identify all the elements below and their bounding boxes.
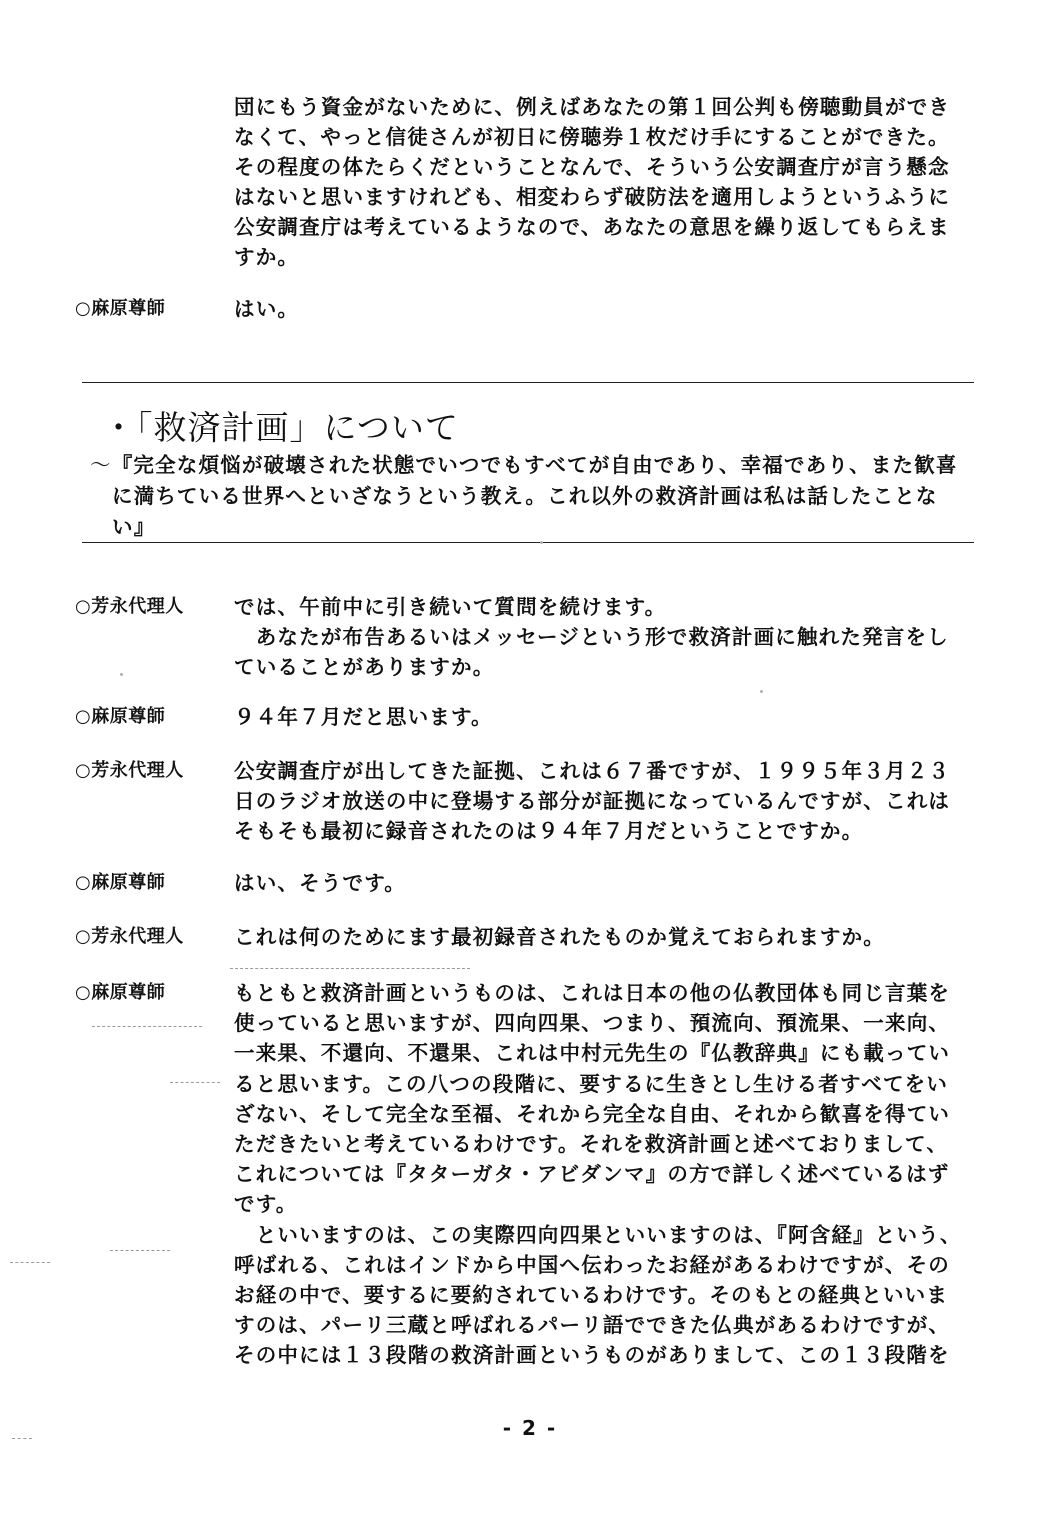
speaker-label: ○芳永代理人 — [75, 596, 184, 617]
speech-line: ると思います。この八つの段階に、要するに生きとし生ける者すべてをい — [234, 1071, 949, 1096]
scan-artifact — [230, 968, 470, 969]
paragraph-line: なくて、やっと信徒さんが初日に傍聴券１枚だけ手にすることができた。 — [234, 125, 950, 149]
speech-line: 呼ばれる、これはインドから中国へ伝わったお経があるわけですが、その — [234, 1252, 950, 1277]
speech-text — [234, 868, 976, 898]
speech-line: あなたが布告あるいはメッセージという形で救済計画に触れた発言をし — [234, 625, 949, 649]
speech-line: これは何のためにます最初録音されたものか覚えておられますか。 — [234, 925, 885, 949]
speech-text: はい。 — [234, 297, 300, 321]
speech-line: 日のラジオ放送の中に登場する部分が証拠になっているんですが、これは — [234, 789, 951, 813]
speech-text — [234, 592, 976, 682]
scan-artifact — [540, 541, 543, 544]
summary-line: い』 — [112, 515, 156, 539]
speaker-label: ○芳永代理人 — [75, 926, 184, 947]
section-divider-bottom — [82, 542, 974, 543]
summary-line-first — [90, 450, 980, 481]
scan-artifact — [760, 690, 763, 693]
speaker-label: ○麻原尊師 — [75, 872, 166, 893]
speech-line: お経の中で、要するに要約されているわけです。そのもとの経典といいま — [234, 1283, 949, 1308]
speech-line: これについては『タターガタ・アビダンマ』の方で詳しく述べているはず — [234, 1162, 950, 1187]
scan-artifact — [170, 1082, 220, 1083]
paragraph-line: 団にもう資金がないために、例えばあなたの第１回公判も傍聴動員ができ — [234, 95, 951, 119]
speech-line: ざない、そして完全な至福、それから完全な自由、それから歓喜を得てい — [234, 1101, 951, 1126]
speech-line: といいますのは、この実際四向四果といいますのは、『阿含経』という、 — [234, 1222, 962, 1247]
speaker-label: ○麻原尊師 — [75, 298, 166, 319]
scan-artifact — [120, 673, 123, 676]
speech-line: そもそも最初に録音されたのは９４年７月だということですか。 — [234, 819, 864, 843]
section-summary — [90, 450, 980, 543]
paragraph-line: すか。 — [234, 245, 300, 269]
speech-line: ９４年７月だと思います。 — [234, 705, 493, 729]
speech-text — [234, 978, 976, 1371]
speech-text — [234, 702, 976, 732]
speech-line: です。 — [234, 1192, 298, 1217]
speech-line: ただきたいと考えているわけです。それを救済計画と述べておりまして、 — [234, 1132, 949, 1157]
speech-line: 公安調査庁が出してきた証拠、これは６７番ですが、１９９５年３月２３ — [234, 759, 951, 783]
page-number: - 2 - — [502, 1416, 558, 1440]
speech-line: その中には１３段階の救済計画というものがありまして、この１３段階を — [234, 1343, 950, 1368]
summary-prefix: ～ — [90, 453, 112, 477]
summary-line: に満ちている世界へといざなうという教え。これ以外の救済計画は私は話したことな — [112, 484, 938, 508]
scan-artifact — [10, 1262, 50, 1263]
speech-line: 使っていると思いますが、四向四果、つまり、預流向、預流果、一来向、 — [234, 1011, 951, 1036]
scan-artifact — [92, 1026, 202, 1027]
speech-text — [234, 756, 976, 846]
paragraph-line: 公安調査庁は考えているようなので、あなたの意思を繰り返してもらえま — [234, 215, 950, 239]
section-divider-top — [82, 382, 974, 383]
speaker-label: ○芳永代理人 — [75, 760, 184, 781]
speaker-label: ○麻原尊師 — [75, 706, 166, 727]
speaker-label: ○麻原尊師 — [75, 982, 166, 1003]
speech-line: すのは、パーリ三蔵と呼ばれるパーリ語でできた仏典があるわけですが、 — [234, 1313, 951, 1338]
speech-line: もともと救済計画というものは、これは日本の他の仏教団体も同じ言葉を — [234, 981, 951, 1005]
speech-text — [234, 922, 976, 952]
speech-line: ていることがありますか。 — [234, 655, 495, 679]
paragraph-line: はないと思いますけれども、相変わらず破防法を適用しようというふうに — [234, 185, 951, 209]
speech-line: 一来果、不還向、不還果、これは中村元先生の『仏教辞典』にも載ってい — [234, 1041, 951, 1066]
summary-line: 『完全な煩悩が破壊された状態でいつでもすべてが自由であり、幸福であり、また歓喜 — [111, 453, 958, 477]
section-title: ・「救済計画」について — [102, 408, 459, 447]
paragraph-line: その程度の体たらくだということなんで、そういう公安調査庁が言う懸念 — [234, 155, 950, 179]
speech-line: では、午前中に引き続いて質問を続けます。 — [234, 595, 667, 619]
opening-paragraph — [234, 92, 974, 272]
speech-line: はい、そうです。 — [234, 871, 406, 895]
scan-artifact — [110, 1250, 170, 1251]
